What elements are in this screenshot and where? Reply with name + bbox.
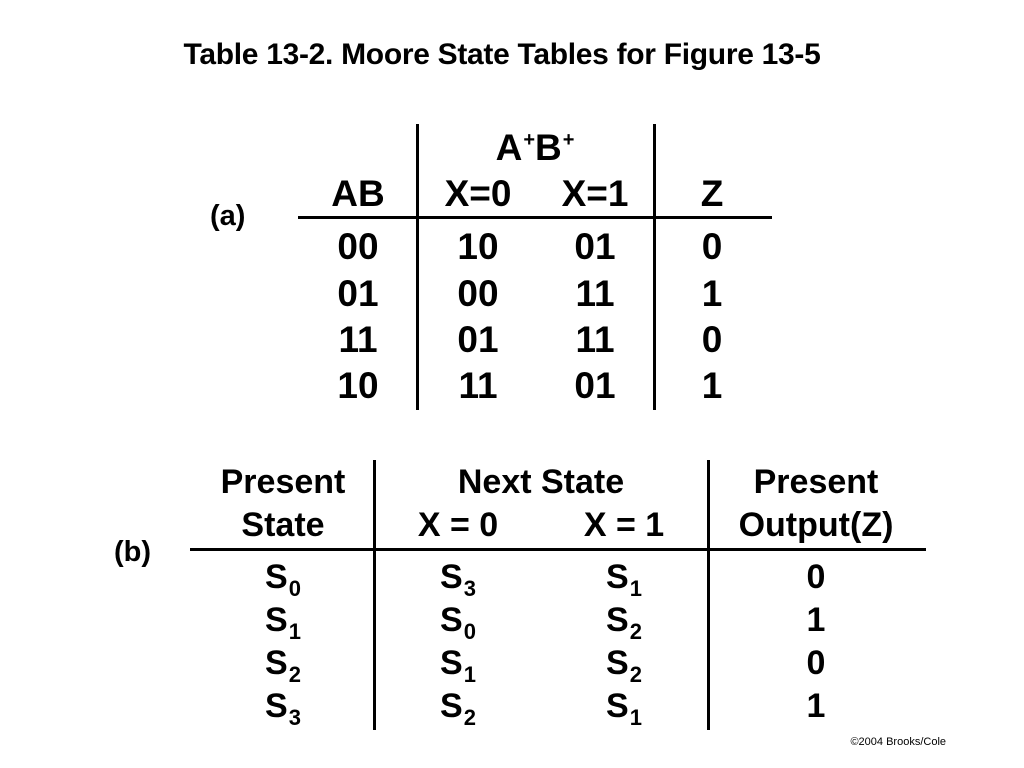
table-b-cell-present: $S_2$ bbox=[265, 644, 301, 687]
table-a-cell: 0 bbox=[701, 319, 723, 360]
table-b-cell-output: 1 bbox=[806, 687, 826, 725]
table-b-cell-present: $S_3$ bbox=[265, 687, 301, 730]
table-a-header-ab: AB bbox=[331, 173, 385, 214]
table-b-cell-next-x1: $S_1$ bbox=[606, 687, 642, 730]
table-a-cell: 0 bbox=[701, 226, 723, 267]
table-b-cell-next-x0: $S_3$ bbox=[440, 558, 476, 601]
table-b-cell-output: 0 bbox=[806, 644, 826, 682]
table-a-next-state-header: A+B+ bbox=[495, 127, 575, 168]
table-b-cell-next-x0: $S_2$ bbox=[440, 687, 476, 730]
table-a-cell: 11 bbox=[575, 319, 615, 360]
table-a-header-rule bbox=[298, 216, 772, 219]
table-b-cell-next-x1: $S_1$ bbox=[606, 558, 642, 601]
table-b-divider-right bbox=[707, 460, 710, 730]
copyright-notice: ©2004 Brooks/Cole bbox=[850, 736, 946, 748]
table-b-cell-next-x0: $S_1$ bbox=[440, 644, 476, 687]
table-a-cell: 00 bbox=[337, 226, 379, 267]
table-b-cell-present: $S_0$ bbox=[265, 558, 301, 601]
table-b-header-present-state: Present bbox=[220, 463, 346, 501]
table-b-cell-output: 0 bbox=[806, 558, 826, 596]
table-b-cell-output: 1 bbox=[806, 601, 826, 639]
table-b-cell-next-x1: $S_2$ bbox=[606, 601, 642, 644]
page-title: Table 13-2. Moore State Tables for Figure 13-5 bbox=[183, 38, 821, 71]
table-a-cell: 00 bbox=[457, 273, 499, 314]
table-a-divider-left bbox=[416, 124, 419, 410]
table-b-header-output: Present bbox=[753, 463, 879, 501]
table-a-cell: 01 bbox=[337, 273, 379, 314]
table-a-cell: 01 bbox=[574, 226, 616, 267]
table-a-header-z: Z bbox=[700, 173, 724, 214]
table-a-divider-right bbox=[653, 124, 656, 410]
table-a-cell: 01 bbox=[457, 319, 499, 360]
table-b-cell-present: $S_1$ bbox=[265, 601, 301, 644]
table-a-label: (a) bbox=[210, 200, 246, 232]
table-b-header-next-state: Next State bbox=[457, 463, 625, 501]
table-a-header-x1: X=1 bbox=[561, 173, 629, 214]
table-a-cell: 11 bbox=[338, 319, 378, 360]
table-b-header-output-2: Output(Z) bbox=[738, 506, 894, 544]
table-b-divider-left bbox=[373, 460, 376, 730]
table-b-cell-next-x1: $S_2$ bbox=[606, 644, 642, 687]
table-a-cell: 1 bbox=[701, 365, 723, 406]
table-b-header-x1: X = 1 bbox=[583, 506, 665, 544]
table-a-cell: 11 bbox=[458, 365, 498, 406]
table-a-header-x0: X=0 bbox=[444, 173, 512, 214]
table-a-cell: 01 bbox=[574, 365, 616, 406]
table-a-cell: 10 bbox=[337, 365, 379, 406]
table-a-cell: 11 bbox=[575, 273, 615, 314]
table-a-cell: 10 bbox=[457, 226, 499, 267]
table-b-cell-next-x0: $S_0$ bbox=[440, 601, 476, 644]
table-b-header-present-state-2: State bbox=[241, 506, 325, 544]
table-a-cell: 1 bbox=[701, 273, 723, 314]
table-b-header-x0: X = 0 bbox=[417, 506, 499, 544]
table-b-label: (b) bbox=[114, 536, 152, 568]
table-b-header-rule bbox=[190, 548, 926, 551]
